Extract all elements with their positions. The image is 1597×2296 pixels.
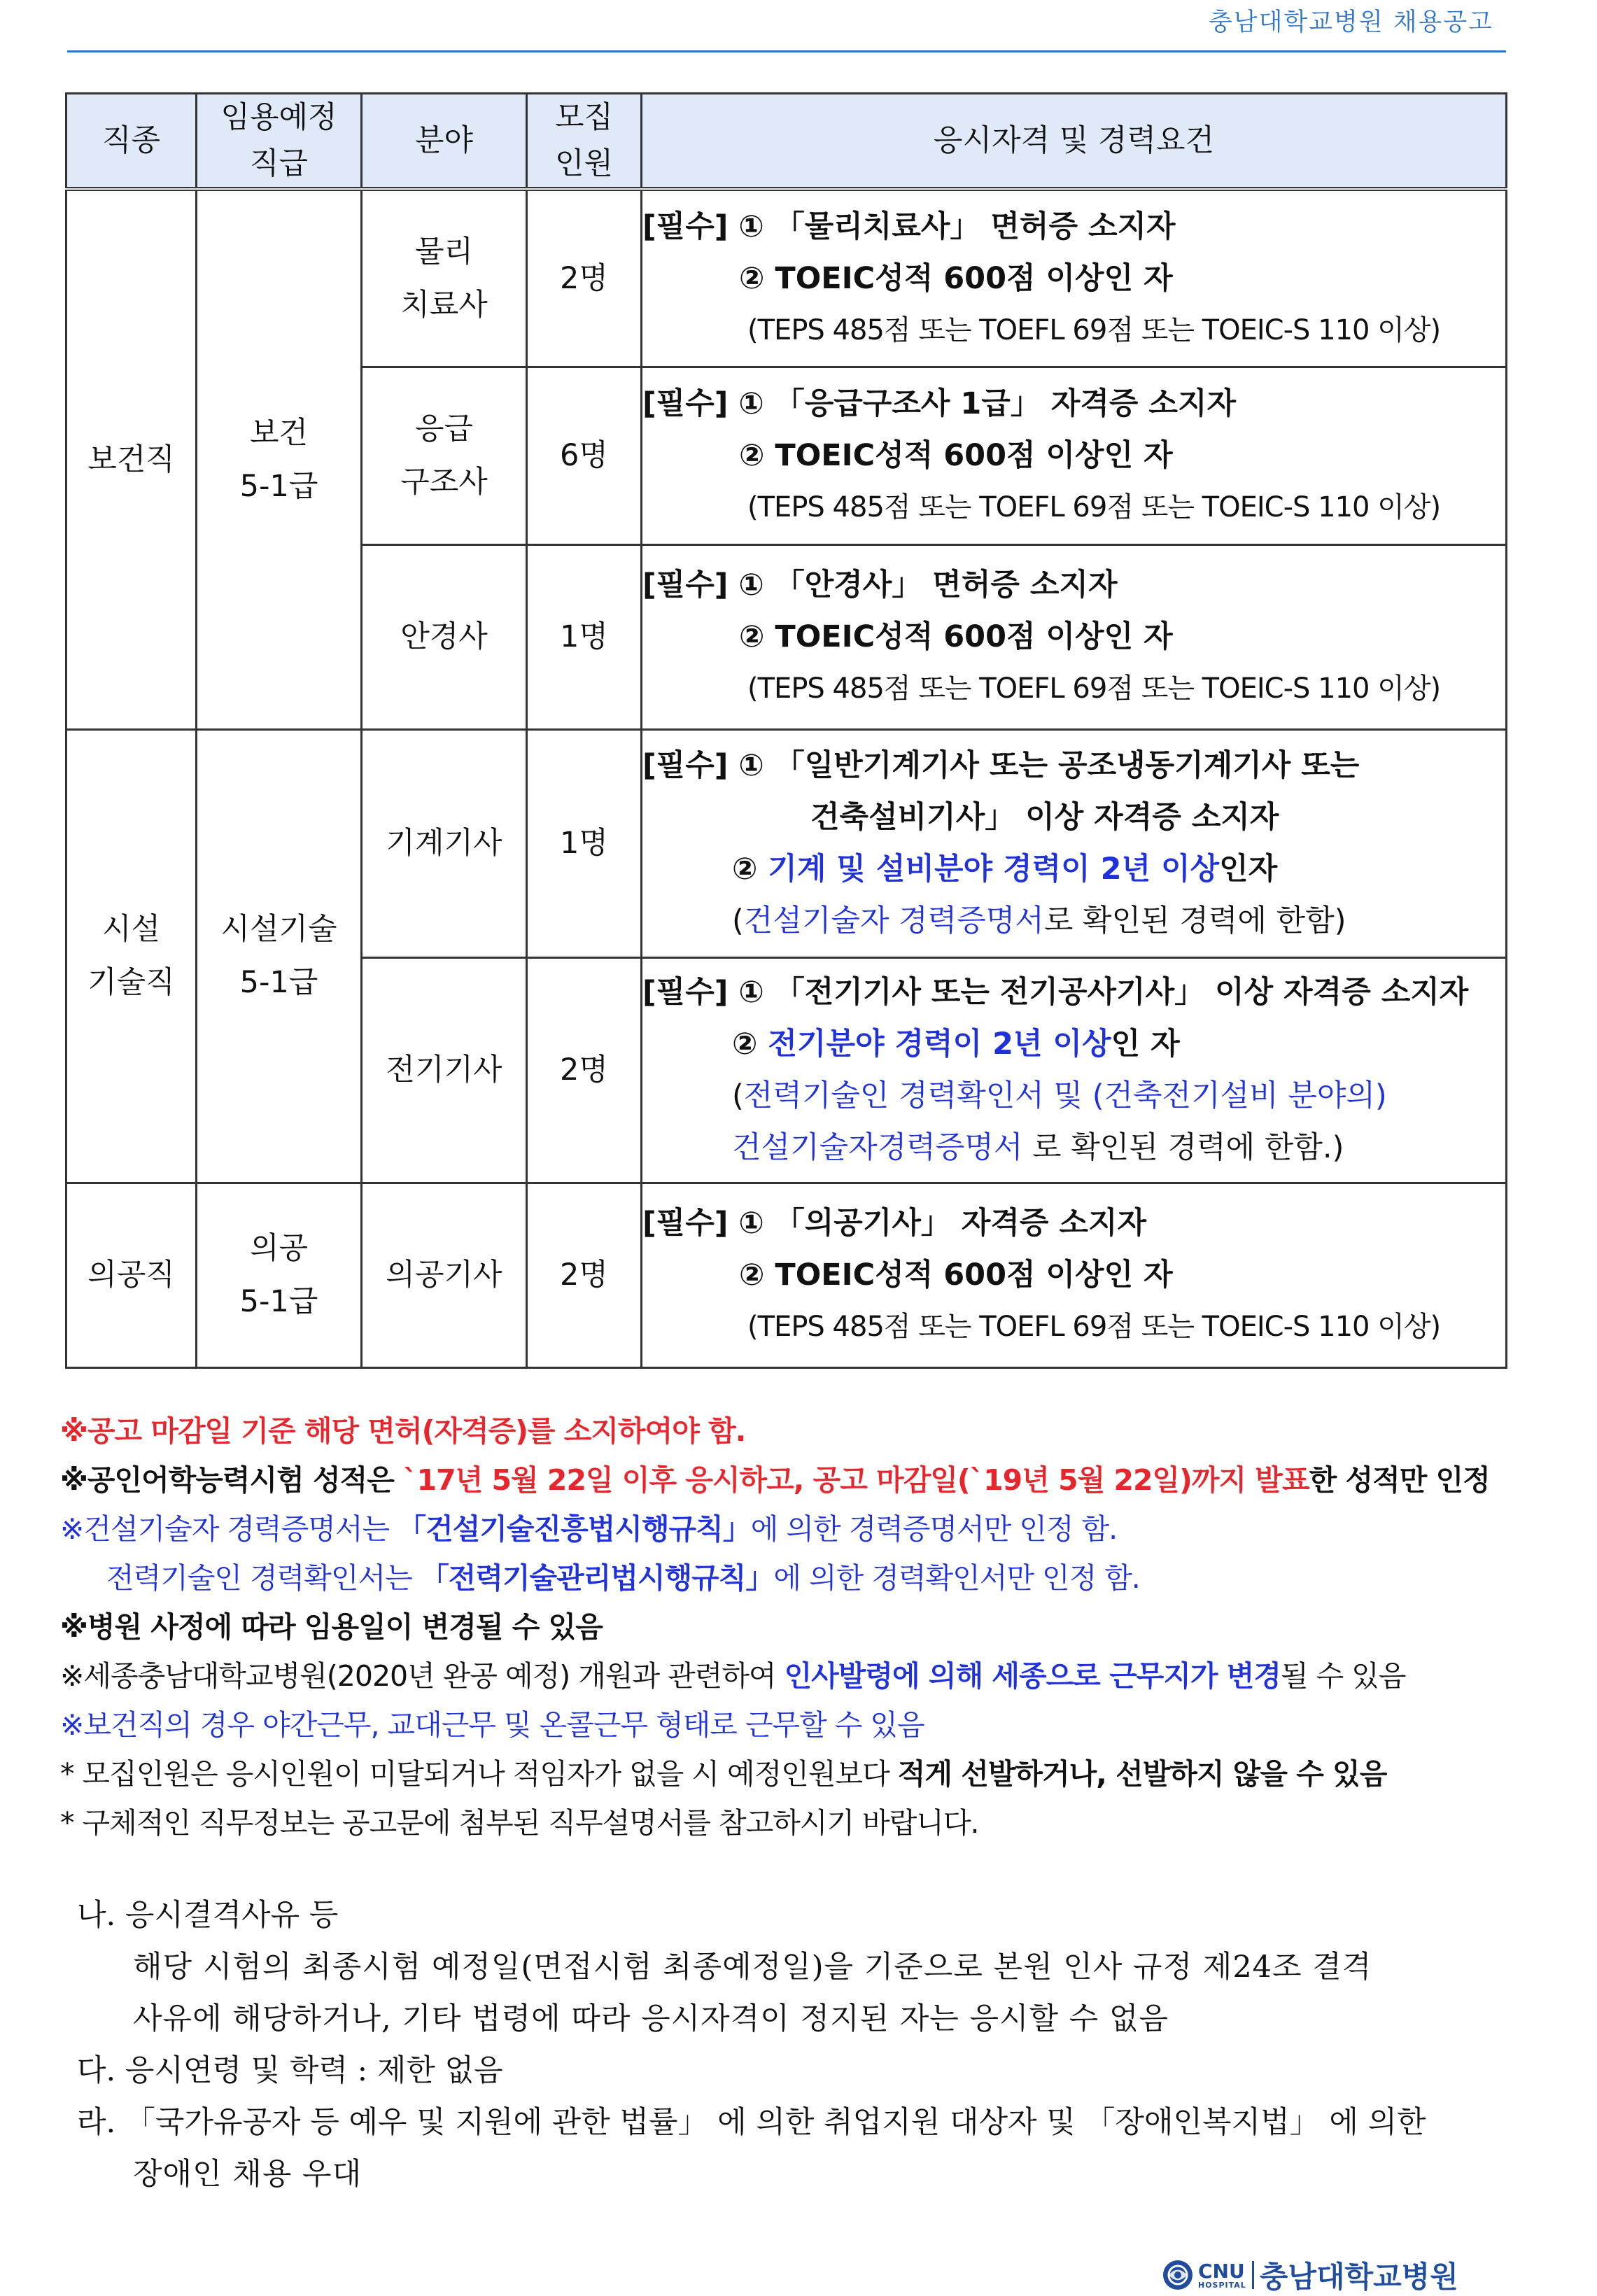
header-grade-line1: 임용예정 [220, 100, 337, 135]
req-highlight: 건설기술자 경력증명서 [743, 903, 1044, 938]
req-line: [필수] ① 「일반기계기사 또는 공조냉동기계기사 또는 [642, 748, 1360, 783]
field-physical-therapist [362, 189, 527, 367]
hospital-emblem-icon [1162, 2259, 1194, 2291]
header-grade [197, 94, 362, 190]
note-job-info: * 구체적인 직무정보는 공고문에 첨부된 직무설명서를 참고하시기 바랍니다. [60, 1806, 979, 1840]
grade-medeng-line2: 5-1급 [239, 1284, 318, 1319]
note-highlight: 인사발령에 의해 세종으로 근무지가 변경 [784, 1659, 1281, 1693]
header-count [527, 94, 642, 190]
req-suffix: 인자 [1219, 852, 1278, 887]
count-mechanical: 1명 [527, 729, 642, 957]
note-electrical-cert [60, 1554, 1523, 1603]
logo-hospital: HOSPITAL [1198, 2280, 1246, 2290]
field-electrical: 전기기사 [362, 957, 527, 1183]
logo-divider [1252, 2261, 1254, 2289]
logo-cnu-text [1198, 2259, 1246, 2290]
grade-facility-line2: 5-1급 [239, 965, 318, 1000]
note-language-test [60, 1456, 1523, 1505]
note-highlight: 「전력기술관리법시행규칙」 [420, 1561, 774, 1595]
field-emt [362, 367, 527, 544]
job-type-medeng: 의공직 [66, 1183, 197, 1367]
req-prefix: ② [732, 852, 768, 887]
note-highlight: 「건설기술진흥법시행규칙」 [398, 1512, 751, 1546]
requirements-optician [642, 544, 1507, 729]
section-da-title: 다. 응시연령 및 학력 : 제한 없음 [77, 2053, 503, 2088]
req-line: (TEPS 485점 또는 TOEFL 69점 또는 TOEIC-S 110 이상) [747, 1311, 1441, 1343]
note-text: 한 성적만 인정 [1309, 1463, 1490, 1497]
job-type-facility [66, 729, 197, 1183]
req-open: ( [732, 1078, 744, 1113]
field-line2: 구조사 [400, 465, 488, 500]
requirements-physical-therapist [642, 189, 1507, 367]
req-line: (TEPS 485점 또는 TOEFL 69점 또는 TOEIC-S 110 이상) [747, 672, 1441, 705]
note-shift-work: ※보건직의 경우 야간근무, 교대근무 및 온콜근무 형태로 근무할 수 있음 [60, 1708, 924, 1742]
requirements-medeng [642, 1183, 1507, 1367]
req-highlight: 기계 및 설비분야 경력이 2년 이상 [768, 852, 1220, 887]
header-divider [67, 50, 1506, 52]
req-line: ② TOEIC성적 600점 이상인 자 [739, 1258, 1173, 1293]
count-electrical: 2명 [527, 957, 642, 1183]
section-na-line2: 사유에 해당하거나, 기타 법령에 따라 응시자격이 정지된 자는 응시할 수 없음 [133, 2001, 1169, 2036]
hospital-logo [1162, 2259, 1458, 2294]
table-row [66, 189, 1507, 367]
field-line2: 치료사 [400, 287, 488, 323]
req-line: ② TOEIC성적 600점 이상인 자 [739, 438, 1173, 473]
table-header-row [66, 94, 1507, 190]
grade-medeng [197, 1183, 362, 1367]
req-line: ② TOEIC성적 600점 이상인 자 [739, 260, 1173, 296]
note-text: 전력기술인 경력확인서는 [106, 1561, 421, 1595]
count-optician: 1명 [527, 544, 642, 729]
count-medeng: 2명 [527, 1183, 642, 1367]
req-line [642, 1070, 1505, 1122]
count-emt: 6명 [527, 367, 642, 544]
req-line: [필수] ① 「안경사」 면허증 소지자 [642, 568, 1118, 603]
req-line: (TEPS 485점 또는 TOEFL 69점 또는 TOEIC-S 110 이상) [747, 314, 1441, 346]
req-rest: 로 확인된 경력에 한함.) [1022, 1130, 1344, 1165]
note-construction-cert [60, 1505, 1523, 1554]
section-ra-line2: 장애인 채용 우대 [133, 2157, 363, 2192]
notes-section [60, 1407, 1523, 1847]
req-open: ( [732, 903, 744, 938]
req-line [642, 1122, 1505, 1174]
req-line: (TEPS 485점 또는 TOEFL 69점 또는 TOEIC-S 110 이상) [747, 491, 1441, 523]
header-requirements: 응시자격 및 경력요건 [642, 94, 1507, 190]
req-suffix: 인 자 [1111, 1027, 1180, 1062]
job-type-facility-line1: 시설 [101, 912, 161, 947]
req-line: [필수] ① 「의공기사」 자격증 소지자 [642, 1206, 1147, 1241]
note-sejong [60, 1651, 1523, 1700]
req-line: 건축설비기사」 이상 자격증 소지자 [810, 800, 1279, 835]
note-text: ※건설기술자 경력증명서는 [60, 1512, 398, 1546]
note-text: 에 의한 경력증명서만 인정 함. [750, 1512, 1118, 1546]
section-ra-line1: 라. 「국가유공자 등 예우 및 지원에 관한 법률」 에 의한 취업지원 대상자 및 「장애인복지법」 에 의한 [77, 2105, 1426, 2140]
count-physical-therapist: 2명 [527, 189, 642, 367]
note-recruit-count [60, 1749, 1523, 1798]
req-line: [필수] ① 「응급구조사 1급」 자격증 소지자 [642, 386, 1237, 421]
req-line [642, 843, 1505, 895]
recruitment-table [65, 92, 1507, 1369]
header-title: 충남대학교병원 채용공고 [1208, 8, 1493, 36]
grade-facility [197, 729, 362, 1183]
header-count-line2: 인원 [554, 146, 614, 181]
note-highlight: `17년 5월 22일 이후 응시하고, 공고 마감일(`19년 5월 22일)까지 발표 [403, 1463, 1309, 1497]
note-text: * 모집인원은 응시인원이 미달되거나 적임자가 없을 시 예정인원보다 [60, 1757, 898, 1791]
grade-health-line2: 5-1급 [239, 468, 318, 504]
field-line1: 물리 [414, 234, 474, 269]
grade-health [197, 189, 362, 729]
note-text: ※세종충남대학교병원(2020년 완공 예정) 개원과 관련하여 [60, 1659, 785, 1693]
header-field: 분야 [362, 94, 527, 190]
note-text: ※공인어학능력시험 성적은 [60, 1463, 404, 1497]
req-line: [필수] ① 「물리치료사」 면허증 소지자 [642, 209, 1176, 244]
header-grade-line2: 직급 [249, 146, 309, 181]
logo-name: 충남대학교병원 [1259, 2260, 1458, 2294]
req-line [642, 895, 1505, 947]
job-type-facility-line2: 기술직 [87, 965, 175, 1000]
logo-cnu: CNU [1198, 2259, 1245, 2283]
note-text: 에 의한 경력확인서만 인정 함. [773, 1561, 1140, 1595]
header-job-type: 직종 [66, 94, 197, 190]
req-line: ② TOEIC성적 600점 이상인 자 [739, 619, 1173, 654]
note-highlight: 적게 선발하거나, 선발하지 않을 수 있음 [897, 1757, 1387, 1791]
req-rest: 로 확인된 경력에 한함) [1043, 903, 1346, 938]
requirements-electrical [642, 957, 1507, 1183]
section-na-line1: 해당 시험의 최종시험 예정일(면접시험 최종예정일)을 기준으로 본원 인사 규정 제24조 결격 [133, 1950, 1372, 1985]
req-highlight: 전기분야 경력이 2년 이상 [768, 1027, 1111, 1062]
req-highlight: 전력기술인 경력확인서 및 (건축전기설비 분야의) [743, 1078, 1387, 1113]
field-optician: 안경사 [362, 544, 527, 729]
grade-health-line1: 보건 [249, 415, 309, 451]
grade-facility-line1: 시설기술 [220, 912, 337, 947]
section-na-title: 나. 응시결격사유 등 [77, 1898, 339, 1933]
req-line [642, 1018, 1505, 1070]
job-type-health: 보건직 [66, 189, 197, 729]
req-line: [필수] ① 「전기기사 또는 전기공사기사」 이상 자격증 소지자 [642, 975, 1469, 1010]
req-highlight: 건설기술자경력증명서 [732, 1130, 1023, 1165]
note-text: 될 수 있음 [1280, 1659, 1406, 1693]
field-medeng: 의공기사 [362, 1183, 527, 1367]
sections [77, 1889, 1519, 2200]
table-row [66, 1183, 1507, 1367]
note-license: ※공고 마감일 기준 해당 면허(자격증)를 소지하여야 함. [60, 1414, 746, 1448]
field-line1: 응급 [414, 411, 474, 446]
requirements-emt [642, 367, 1507, 544]
grade-medeng-line1: 의공 [249, 1231, 309, 1266]
requirements-mechanical [642, 729, 1507, 957]
header-count-line1: 모집 [554, 100, 614, 135]
req-prefix: ② [732, 1027, 768, 1062]
field-mechanical: 기계기사 [362, 729, 527, 957]
note-appointment-date: ※병원 사정에 따라 임용일이 변경될 수 있음 [60, 1610, 603, 1644]
table-row [66, 729, 1507, 957]
